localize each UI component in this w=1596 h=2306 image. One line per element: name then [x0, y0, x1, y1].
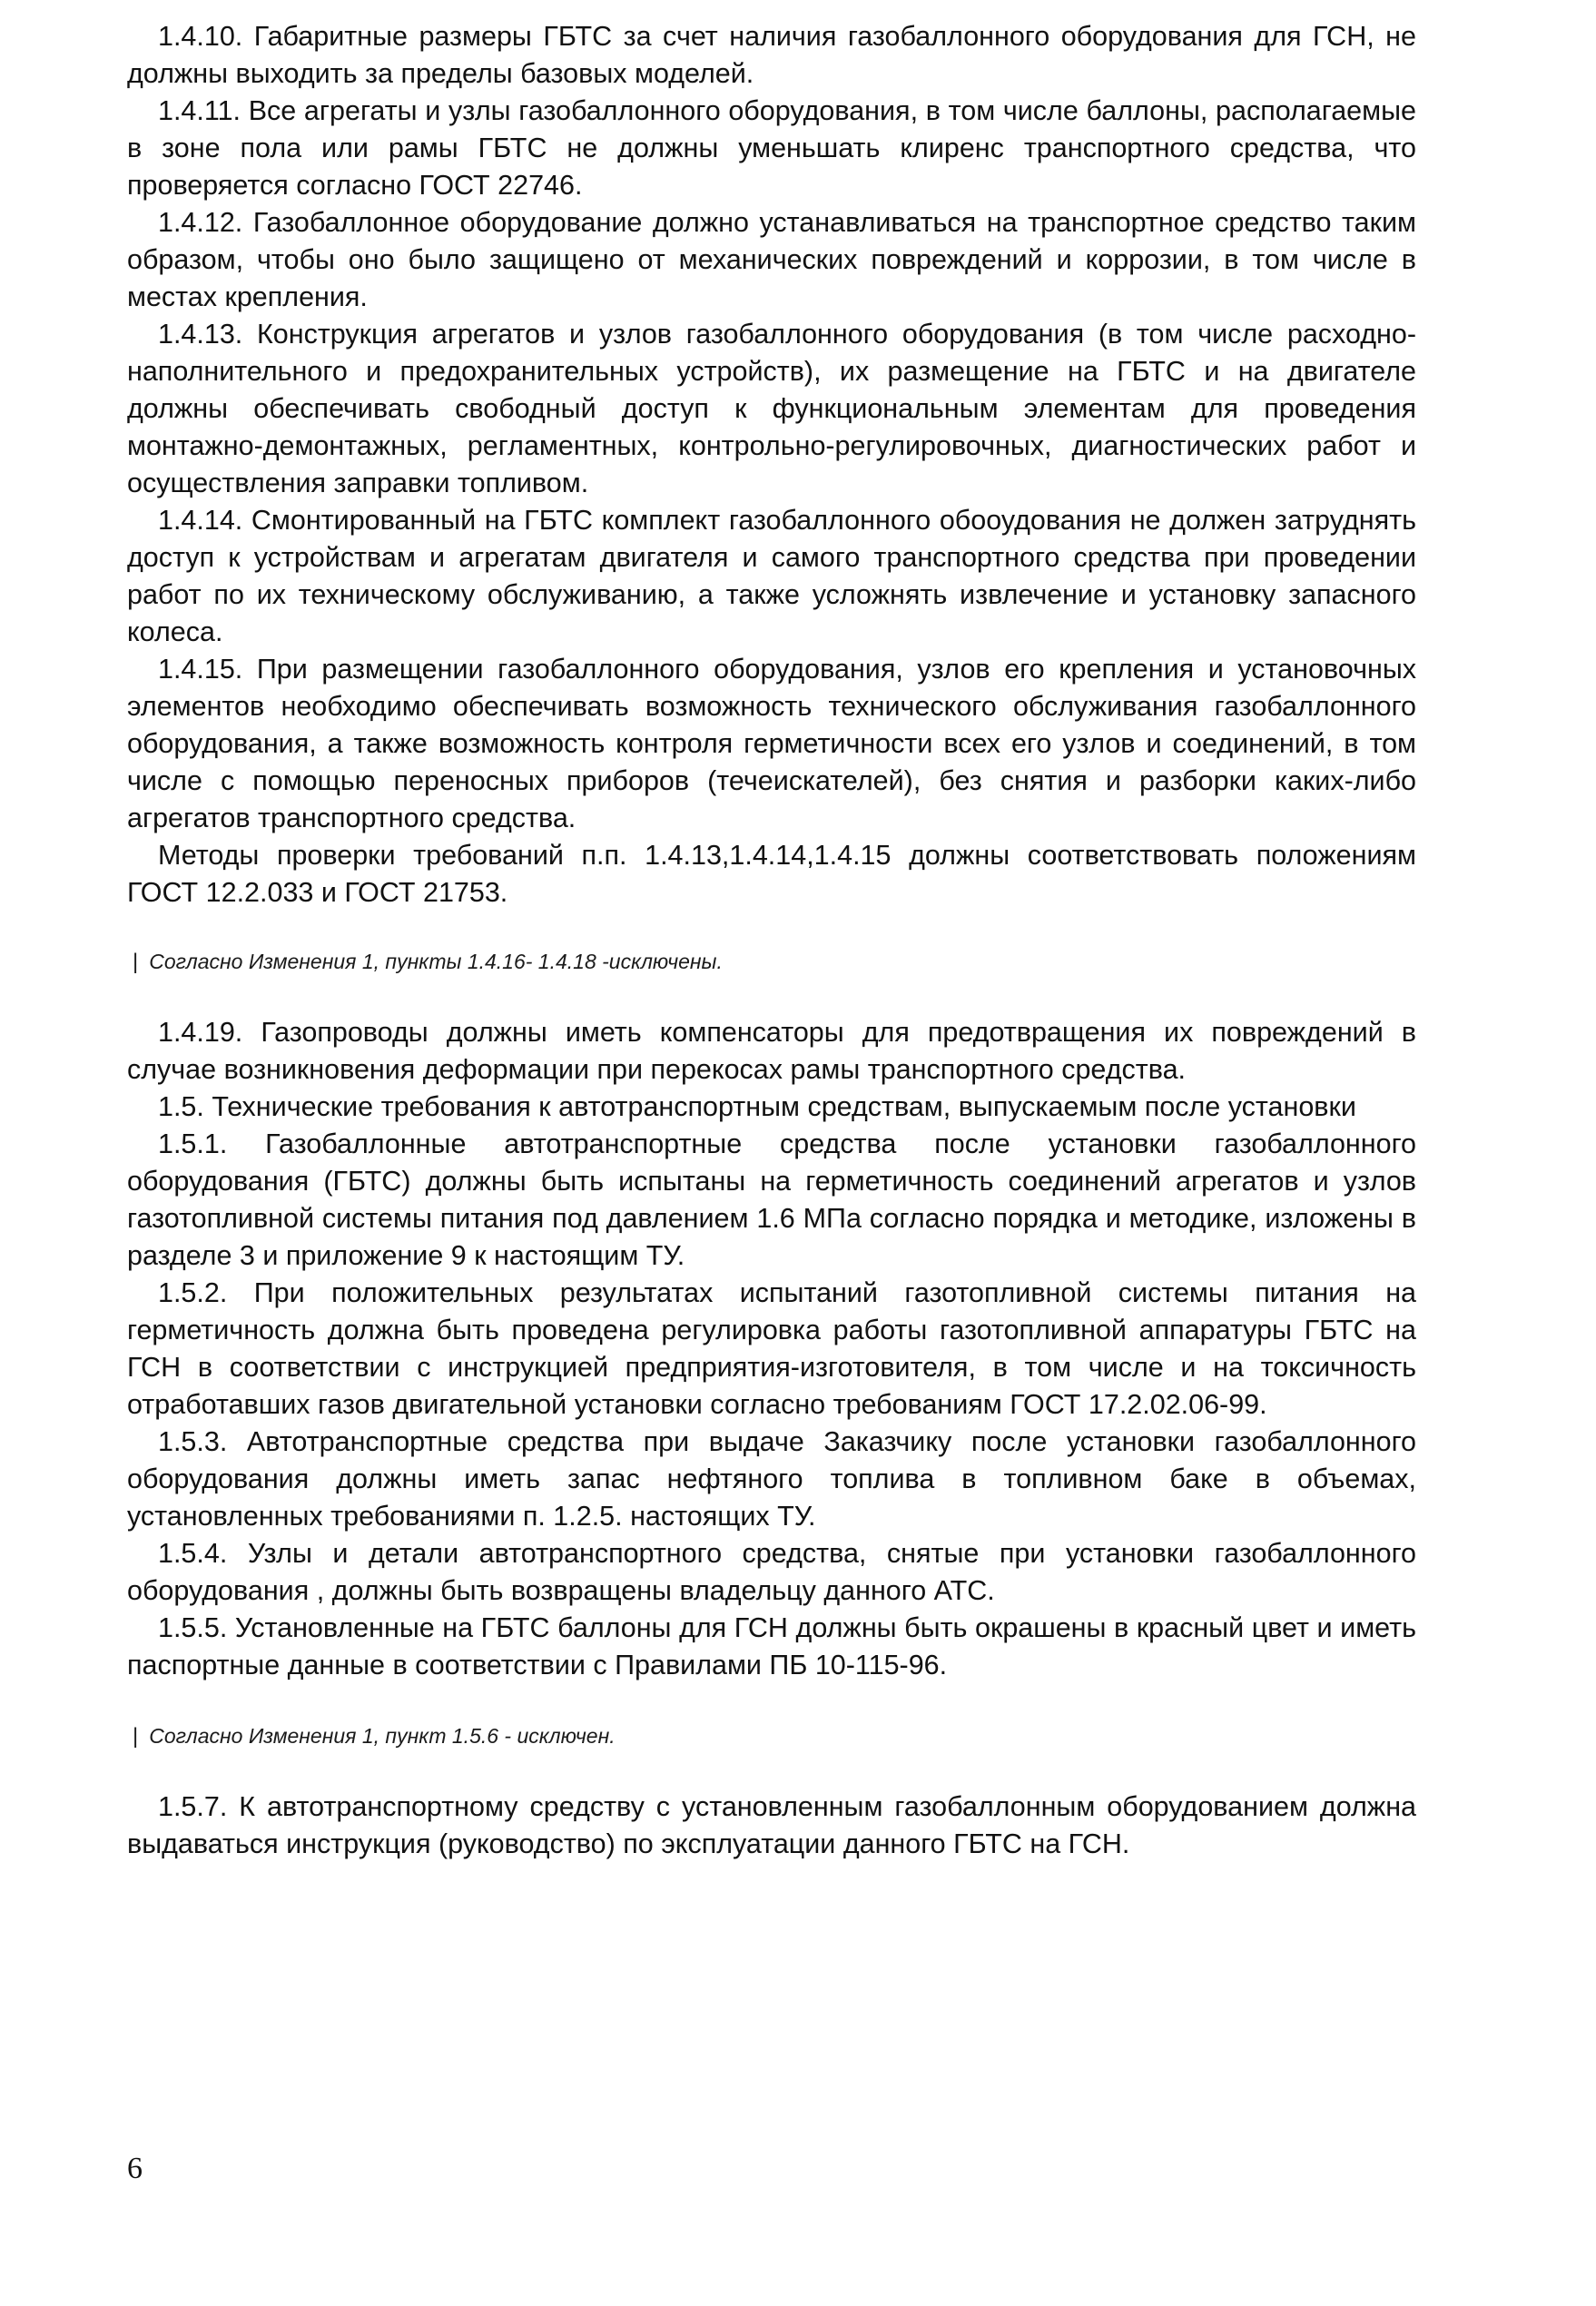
paragraph-1-4-15: 1.4.15. При размещении газобаллонного оборудования, узлов его крепления и установочных элементов необходимо обеспечивать возможность технического обслуживания газобаллонного оборудования, а также возможность контроля герметичности всех его узлов и соединений, в том числе с помощью переносных приборов (течеискателей), без снятия и разборки каких-либо агрегатов транспортного средства. — [127, 654, 1416, 833]
page-number: 6 — [127, 2152, 143, 2185]
amendment-note-2-text: Согласно Изменения 1, пункт 1.5.6 - исключен. — [149, 1724, 616, 1748]
paragraph-1-4-19: 1.4.19. Газопроводы должны иметь компенсаторы для предотвращения их повреждений в случае возникновения деформации при перекосах рамы транспортного средства. — [127, 1017, 1416, 1085]
paragraph-methods: Методы проверки требований п.п. 1.4.13,1.4.14,1.4.15 должны соответствовать положениям ГОСТ 12.2.033 и ГОСТ 21753. — [127, 840, 1416, 908]
paragraph-1-4-12: 1.4.12. Газобаллонное оборудование должно устанавливаться на транспортное средство таким образом, чтобы оно было защищено от механических повреждений и коррозии, в том числе в местах крепления. — [127, 207, 1416, 312]
paragraph-1-4-14: 1.4.14. Смонтированный на ГБТС комплект газобаллонного обооудования не должен затруднять доступ к устройствам и агрегатам двигателя и самого транспортного средства при проведении работ по их техническому обслуживанию, а также усложнять извлечение и установку запасного колеса. — [127, 505, 1416, 647]
paragraph-1-5-1: 1.5.1. Газобаллонные автотранспортные средства после установки газобаллонного оборудования (ГБТС) должны быть испытаны на герметичность соединений агрегатов и узлов газотопливной системы питания под давлением 1.6 МПа согласно порядка и методике, изложены в разделе 3 и приложение 9 к настоящим ТУ. — [127, 1128, 1416, 1271]
paragraph-1-5-7: 1.5.7. К автотранспортному средству с установленным газобаллонным оборудованием должна выдаваться инструкция (руководство) по эксплуатации данного ГБТС на ГСН. — [127, 1791, 1416, 1859]
paragraph-1-4-11: 1.4.11. Все агрегаты и узлы газобаллонного оборудования, в том числе баллоны, располагаемые в зоне пола или рамы ГБТС не должны уменьшать клиренс транспортного средства, что проверяется согласно ГОСТ 22746. — [127, 95, 1416, 201]
paragraph-1-5-5: 1.5.5. Установленные на ГБТС баллоны для ГСН должны быть окрашены в красный цвет и иметь паспортные данные в соответствии с Правилами ПБ 10-115-96. — [127, 1612, 1416, 1680]
note-bar: | — [133, 1724, 139, 1749]
amendment-note-2 — [127, 1722, 1416, 1750]
note-bar: | — [133, 950, 139, 974]
document-page — [127, 18, 1416, 1863]
paragraph-1-5: 1.5. Технические требования к автотранспортным средствам, выпускаемым после установки — [158, 1091, 1356, 1122]
paragraph-1-4-10: 1.4.10. Габаритные размеры ГБТС за счет наличия газобаллонного оборудования для ГСН, не должны выходить за пределы базовых моделей. — [127, 21, 1416, 89]
paragraph-1-5-2: 1.5.2. При положительных результатах испытаний газотопливной системы питания на герметичность должна быть проведена регулировка работы газотопливной аппаратуры ГБТС на ГСН в соответствии с инструкцией предприятия-изготовителя, в том числе и на токсичность отработавших газов двигательной установки согласно требованиям ГОСТ 17.2.02.06-99. — [127, 1277, 1416, 1420]
paragraph-1-5-4: 1.5.4. Узлы и детали автотранспортного средства, снятые при установки газобаллонного оборудования , должны быть возвращены владельцу данного АТС. — [127, 1538, 1416, 1606]
paragraph-1-5-3: 1.5.3. Автотранспортные средства при выдаче Заказчику после установки газобаллонного оборудования должны иметь запас нефтяного топлива в топливном баке в объемах, установленных требованиями п. 1.2.5. настоящих ТУ. — [127, 1426, 1416, 1532]
amendment-note-1 — [127, 948, 1416, 976]
paragraph-1-4-13: 1.4.13. Конструкция агрегатов и узлов газобаллонного оборудования (в том числе расходно-наполнительного и предохранительных устройств), их размещение на ГБТС и на двигателе должны обеспечивать свободный доступ к функциональным элементам для проведения монтажно-демонтажных, регламентных, контрольно-регулировочных, диагностических работ и осуществления заправки топливом. — [127, 319, 1416, 498]
amendment-note-1-text: Согласно Изменения 1, пункты 1.4.16- 1.4.18 -исключены. — [149, 950, 723, 973]
